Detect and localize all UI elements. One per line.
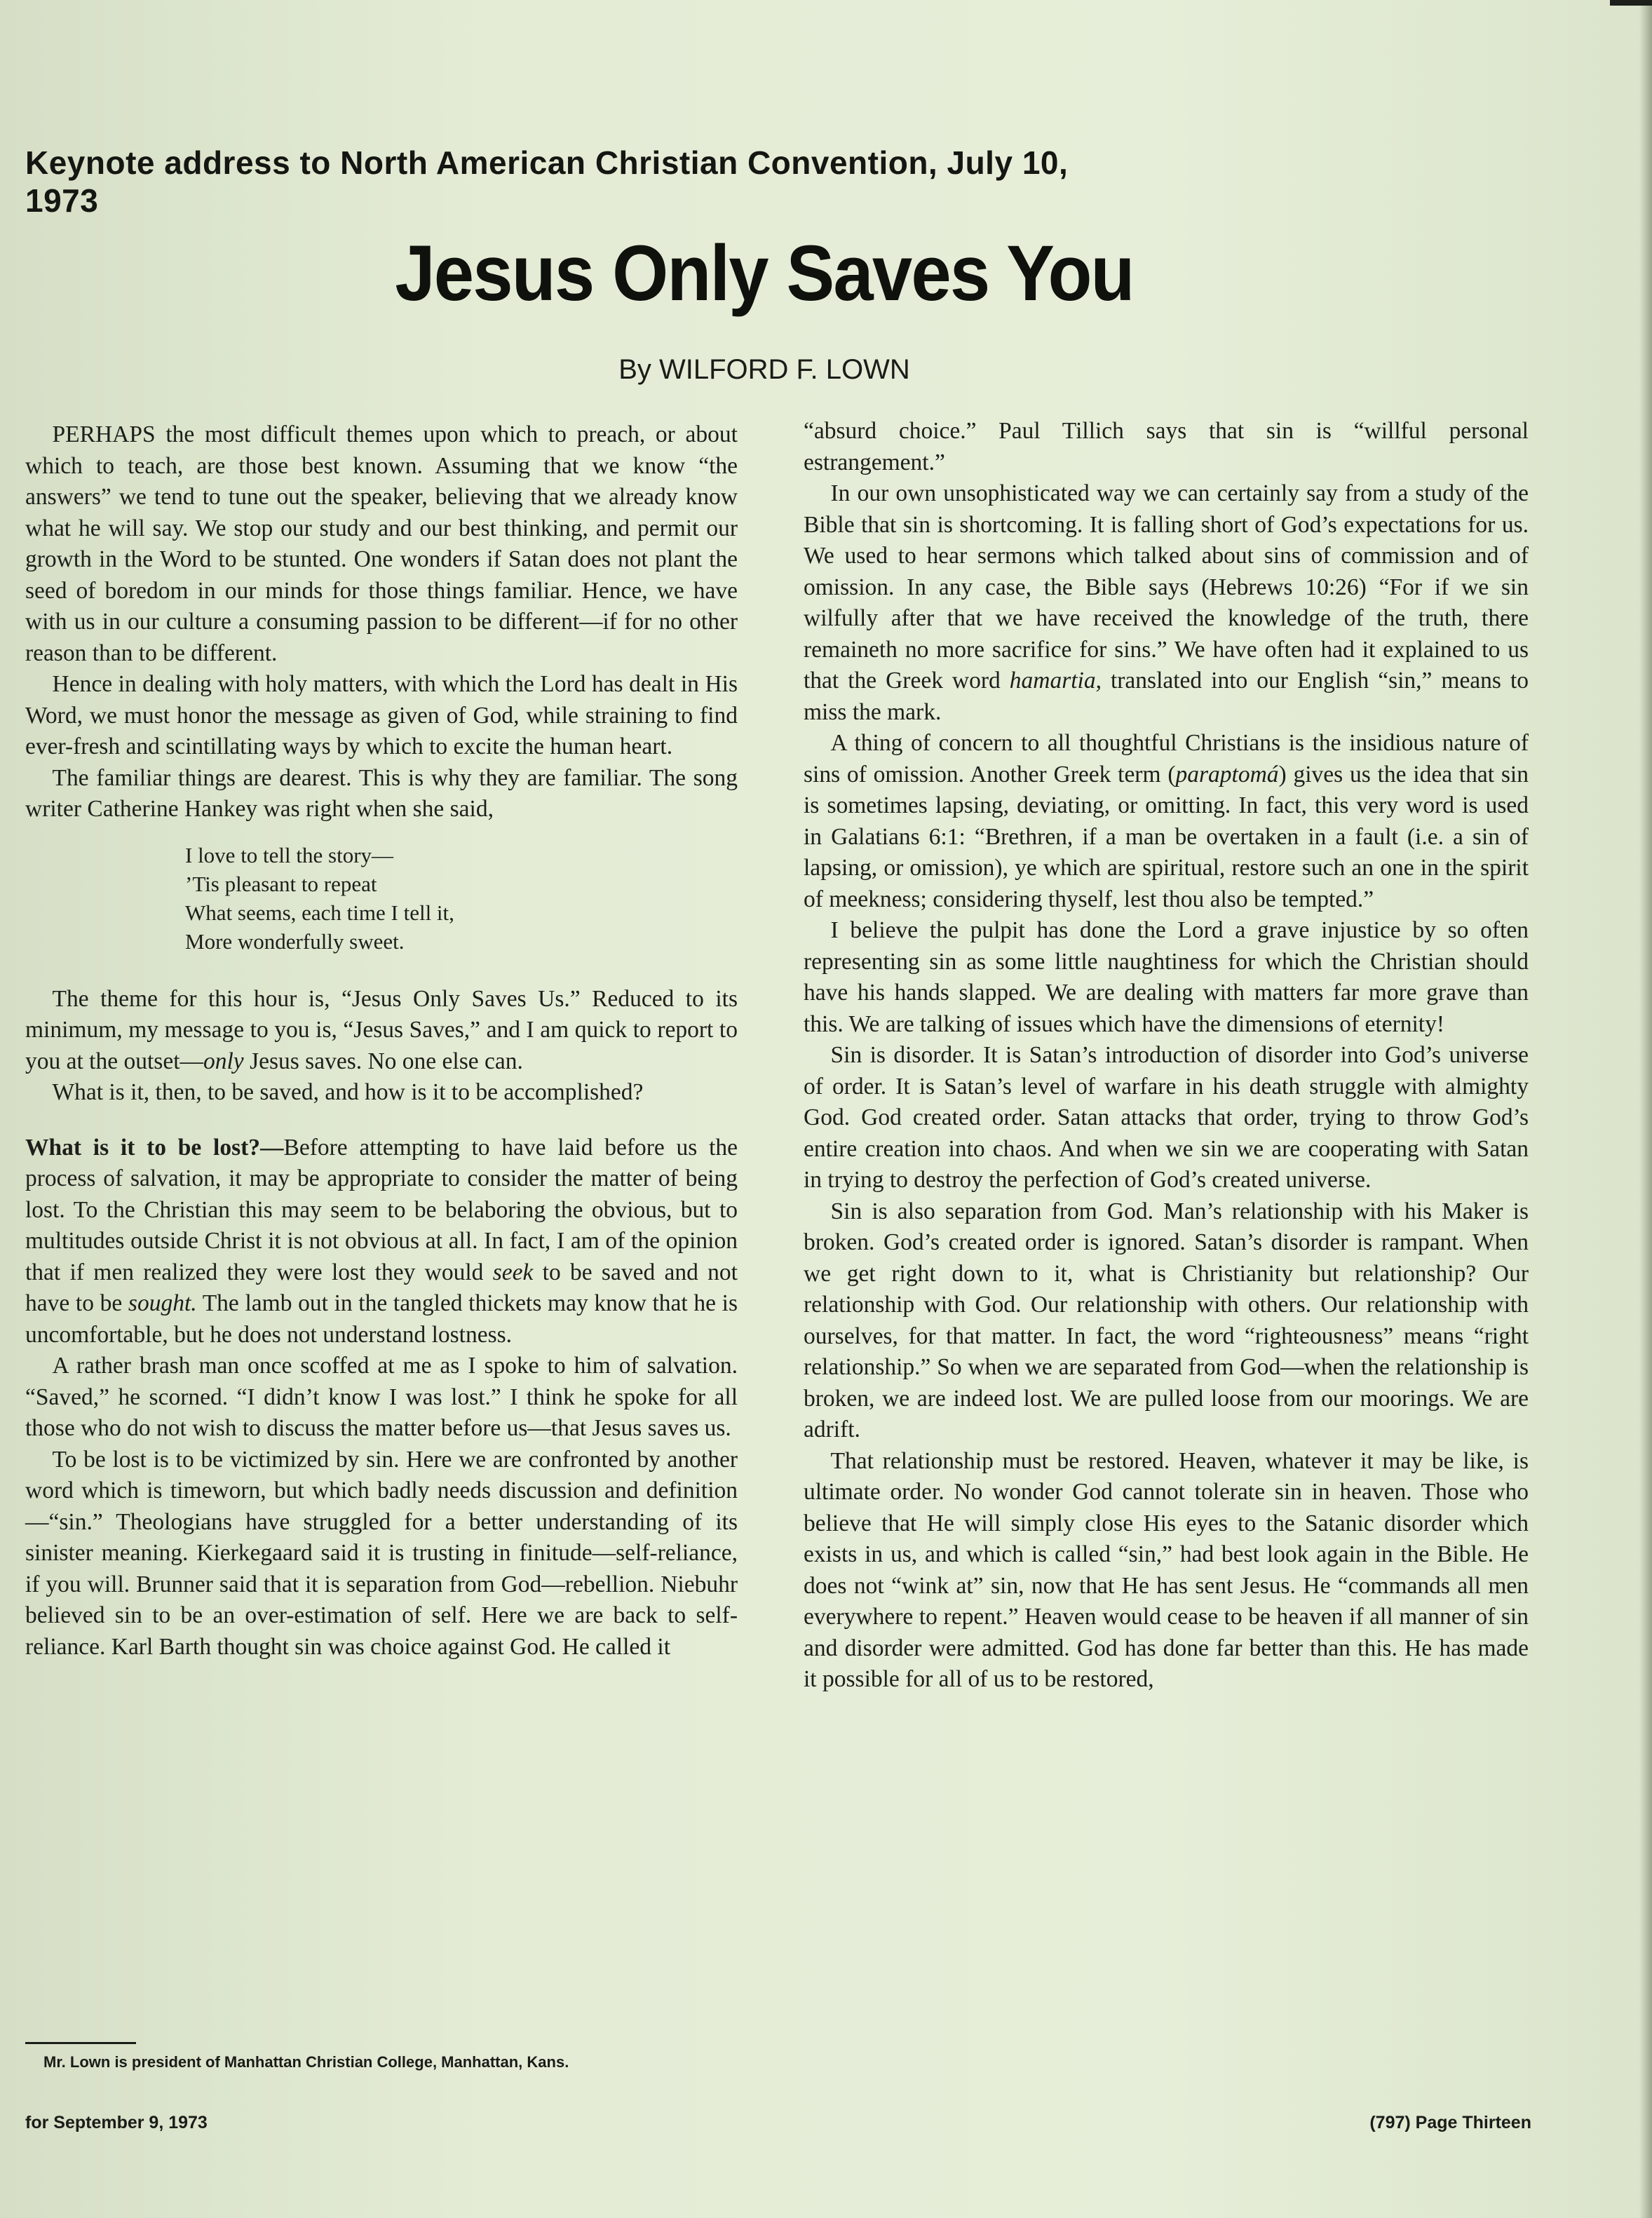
author-footnote: Mr. Lown is president of Manhattan Christian College, Manhattan, Kans. [43,2053,569,2071]
paragraph: A rather brash man once scoffed at me as I spoke to him of salvation. “Saved,” he scorned. “I didn’t know I was lost.” I think he spoke for all those who do not wish to discuss the matter before us—that Jesus saves us. [25,1353,738,1441]
paragraph [25,984,738,1078]
page-edge-shadow [1639,0,1652,2218]
footnote-rule [25,2042,136,2044]
paragraph [804,728,1529,915]
paragraph-with-subhead [25,1132,738,1351]
poem-line: ’Tis pleasant to repeat [185,871,377,896]
emphasis: hamartia, [1009,668,1102,694]
corner-scan-mark [1610,0,1652,6]
section-subheading: What is it to be lost?— [25,1134,284,1161]
page-number-folio: (797) Page Thirteen [1369,2113,1531,2132]
paragraph: I believe the pulpit has done the Lord a grave injustice by so often representing sin as some little naughtiness for which the Christian should have his hands slapped. We are dealing with matters far more grave than this. We are talking of issues which have the dimensions of eternity! [804,917,1529,1037]
emphasis: paraptomá [1175,761,1279,787]
emphasis: only [203,1048,244,1074]
text-run: translated into our English “sin,” means to miss the mark. [804,668,1529,725]
emphasis: sought. [128,1290,197,1316]
paragraph: That relationship must be restored. Heaven, whatever it may be like, is ultimate order. No wonder God cannot tolerate sin in heaven. Those who believe that He will simply close His eyes to the Satanic disorder which exists in us, and which is called “sin,” had best look again in the Bible. He does not “wink at” sin, now that He has sent Jesus. He “commands all men everywhere to repent.” Heaven would cease to be heaven if all manner of sin and disorder were admitted. God has done far better than this. He has made it possible for all of us to be restored, [804,1447,1529,1692]
paragraph: The familiar things are dearest. This is why they are familiar. The song writer Catherine Hankey was right when she said, [25,764,738,822]
poem-line: More wonderfully sweet. [185,928,405,954]
paragraph: To be lost is to be victimized by sin. Here we are confronted by another word which is timeworn, but which badly needs discussion and definition—“sin.” Theologians have struggled for a better understanding of its sinister meaning. Kierkegaard said it is trusting in finitude—self-reliance, if you will. Brunner said that it is separation from God—rebellion. Niebuhr believed sin to be an over-estimation of self. Here we are back to self-reliance. Karl Barth thought sin was choice against God. He called it [25,1446,738,1660]
paragraph: What is it, then, to be saved, and how is it to be accomplished? [52,1079,644,1105]
poem-line: I love to tell the story— [185,842,394,867]
emphasis: seek [492,1259,534,1285]
text-run: In our own unsophisticated way we can certainly say from a study of the Bible that sin is shortcoming. It is falling short of God’s expectations for us. We used to hear sermons which talked about sins of commission and of omission. In any case, the Bible says (Hebrews 10:26) “For if we sin wilfully after that we have received the knowledge of the truth, there remaineth no more sacrifice for sins.” We have often had it explained to us that the Greek word [804,480,1529,694]
paragraph [804,478,1529,728]
left-column [25,419,738,1663]
paragraph: PERHAPS the most difficult themes upon which to preach, or about which to teach, are those best known. Assuming that we know “the answers” we tend to tune out the speaker, believing that we already know what he will say. We stop our study and our best thinking, and permit our growth in the Word to be stunted. One wonders if Satan does not plant the seed of boredom in our minds for those things familiar. Hence, we have with us in our culture a consuming passion to be different—if for no other reason than to be different. [25,421,738,666]
article-title: Jesus Only Saves You [395,229,1134,317]
text-run: ) gives us the idea that sin is sometimes lapsing, deviating, or omitting. In fact, this very word is used in Galatians 6:1: “Brethren, if a man be overtaken in a fault (i.e. a sin of lapsing, or omission), ye which are spiritual, restore such an one in the spirit of meekness; considering thyself, lest thou also be tempted.” [804,761,1529,912]
text-run: The lamb out in the tangled thickets may know that he is uncomfortable, but he does not understand lostness. [25,1290,738,1348]
paragraph: Sin is disorder. It is Satan’s introduction of disorder into God’s universe of order. It is Satan’s level of warfare in his death struggle with almighty God. God created order. Satan attacks that order, trying to throw God’s entire creation into chaos. And when we sin we are cooperating with Satan in trying to destroy the perfection of God’s created universe. [804,1042,1529,1193]
text-run: to be saved and not have to be [25,1259,738,1316]
text-run: Before attempting to have laid before us the process of salvation, it may be appropriate to consider the matter of being lost. To the Christian this may seem to be belaboring the obvious, but to multitudes outside Christ it is not obvious at all. In fact, I am of the opinion that if men realized they were lost they would [25,1134,738,1285]
article-byline: By WILFORD F. LOWN [618,354,910,385]
paragraph: Hence in dealing with holy matters, with which the Lord has dealt in His Word, we must honor the message as given of God, while straining to find ever-fresh and scintillating ways by which to excite the human heart. [25,671,738,759]
right-column [804,416,1529,1696]
text-run: A thing of concern to all thoughtful Christians is the insidious nature of sins of omission. Another Greek term ( [804,730,1529,787]
article-kicker: Keynote address to North American Christian Convention, July 10, 1973 [25,144,1069,219]
issue-date-folio: for September 9, 1973 [25,2113,208,2132]
paragraph: “absurd choice.” Paul Tillich says that sin is “willful personal estrangement.” [804,418,1529,475]
paragraph: Sin is also separation from God. Man’s relationship with his Maker is broken. God’s created order is ignored. Satan’s disorder is rampant. When we get right down to it, what is Christianity but relationship? Our relationship with God. Our relationship with others. Our relationship with ourselves, for that matter. In fact, the word “righteousness” means “right relationship.” So when we are separated from God—when the relationship is broken, we are indeed lost. We are pulled loose from our moorings. We are adrift. [804,1198,1529,1442]
poem-quote [185,841,738,956]
text-run: Jesus saves. No one else can. [243,1048,523,1074]
text-run: The theme for this hour is, “Jesus Only Saves Us.” Reduced to its minimum, my message to you is, “Jesus Saves,” and I am quick to report to you at the outset— [25,985,738,1074]
poem-line: What seems, each time I tell it, [185,900,454,925]
